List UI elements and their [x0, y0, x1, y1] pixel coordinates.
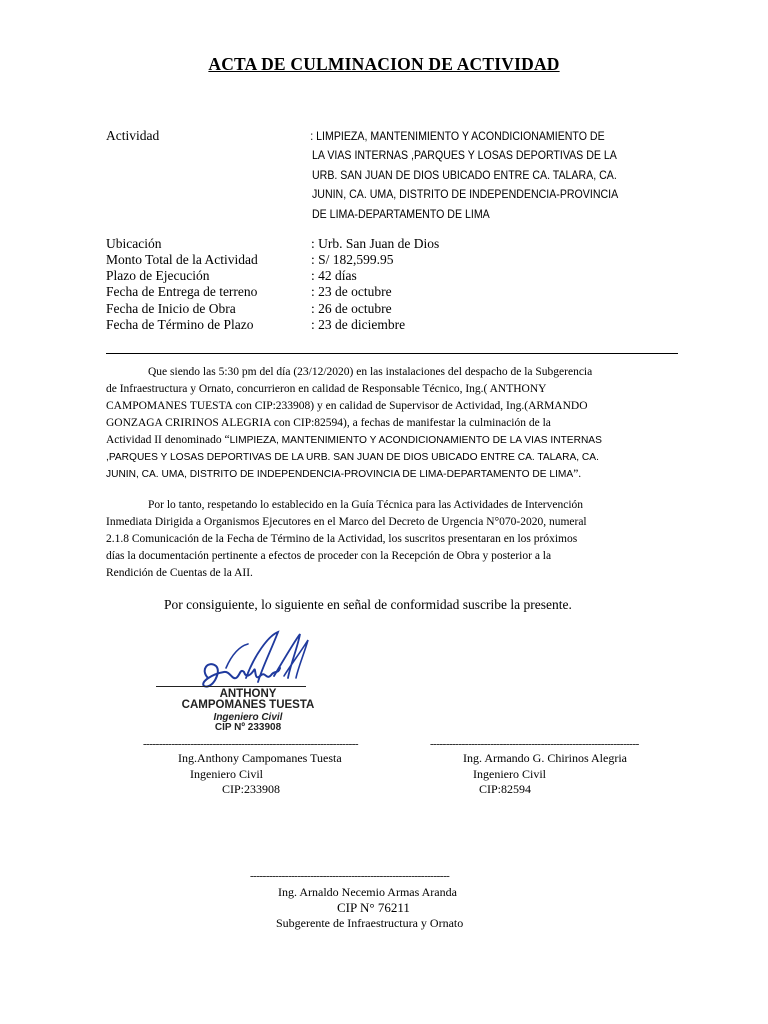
signatory-right-cip: CIP:82594 [479, 782, 532, 796]
stamp-cip: CIP Nº 233908 [214, 722, 282, 733]
start-date-label: Fecha de Inicio de Obra [106, 301, 236, 316]
divider-line [106, 353, 678, 354]
paragraph-line: Por lo tanto, respetando lo establecido en la Guía Técnica para las Actividades de Intervención [148, 499, 584, 511]
stamp-name-line1: ANTHONY [219, 688, 277, 700]
signatory-right-name: Ing. Armando G. Chirinos Alegria [463, 751, 627, 765]
paragraph-line: de Infraestructura y Ornato, concurrieron en calidad de Responsable Técnico, Ing.( ANTHONY [106, 383, 547, 395]
signatory-right-role: Ingeniero Civil [473, 767, 546, 781]
term-value: : 42 días [311, 268, 357, 283]
signature-line-left: -------------------------------------------------------------------- [143, 738, 359, 750]
activity-label: Actividad [106, 128, 160, 143]
paragraph-line: ,PARQUES Y LOSAS DEPORTIVAS DE LA URB. SAN JUAN DE DIOS UBICADO ENTRE CA. TALARA, CA. [106, 452, 599, 463]
paragraph-text: ”. [573, 468, 582, 480]
paragraph-text: Actividad II denominado “ [106, 434, 230, 446]
paragraph-line: 2.1.8 Comunicación de la Fecha de Término de la Actividad, los suscritos presentaran en los próximos [106, 533, 578, 545]
delivery-date-value: : 23 de octubre [311, 284, 392, 299]
stamp-name-line2: CAMPOMANES TUESTA [181, 699, 315, 711]
term-label: Plazo de Ejecución [106, 268, 210, 283]
signature-line-right: ------------------------------------------------------------------ [430, 738, 639, 750]
closing-statement: Por consiguiente, lo siguiente en señal de conformidad suscribe la presente. [164, 597, 572, 612]
amount-label: Monto Total de la Actividad [106, 252, 258, 267]
end-date-value: : 23 de diciembre [311, 317, 406, 332]
activity-line: DE LIMA-DEPARTAMENTO DE LIMA [312, 206, 490, 221]
start-date-value: : 26 de octubre [311, 301, 392, 316]
paragraph-line: CAMPOMANES TUESTA con CIP:233908) y en calidad de Supervisor de Actividad, Ing.(ARMANDO [106, 400, 588, 412]
activity-line: LA VIAS INTERNAS ,PARQUES Y LOSAS DEPORTIVAS DE LA [312, 148, 617, 163]
signatory-left-cip: CIP:233908 [222, 782, 281, 796]
location-label: Ubicación [106, 236, 162, 251]
signatory-center-role: Subgerente de Infraestructura y Ornato [276, 916, 464, 930]
signatory-left-role: Ingeniero Civil [190, 767, 263, 781]
paragraph-line [106, 466, 676, 483]
document-title: ACTA DE CULMINACION DE ACTIVIDAD [208, 54, 560, 74]
signatory-center-cip: CIP N° 76211 [337, 900, 410, 915]
signature-line-center: --------------------------------------------------------------- [250, 870, 450, 882]
paragraph-line: Inmediata Dirigida a Organismos Ejecutores en el Marco del Decreto de Urgencia N°070-2020, numeral [106, 516, 587, 528]
location-value: : Urb. San Juan de Dios [311, 236, 440, 251]
signatory-center-name: Ing. Arnaldo Necemio Armas Aranda [278, 885, 457, 899]
paragraph-line: Que siendo las 5:30 pm del día (23/12/2020) en las instalaciones del despacho de la Subgerencia [148, 366, 593, 378]
amount-value: : S/ 182,599.95 [311, 252, 394, 267]
paragraph-line: GONZAGA CRIRINOS ALEGRIA con CIP:82594), a fechas de manifestar la culminación de la [106, 417, 551, 429]
stamp-title: Ingeniero Civil [213, 712, 283, 723]
activity-line: : LIMPIEZA, MANTENIMIENTO Y ACONDICIONAMIENTO DE [310, 129, 605, 143]
paragraph-line: días la documentación pertinente a efectos de proceder con la Recepción de Obra y posterior a la [106, 550, 552, 562]
activity-line: URB. SAN JUAN DE DIOS UBICADO ENTRE CA. TALARA, CA. [312, 167, 617, 182]
paragraph-line [106, 432, 676, 449]
stamp-underline [156, 686, 306, 687]
signatory-left-name: Ing.Anthony Campomanes Tuesta [178, 751, 342, 765]
activity-name-text: JUNIN, CA. UMA, DISTRITO DE INDEPENDENCIA-PROVINCIA DE LIMA-DEPARTAMENTO DE LIMA [106, 469, 574, 480]
activity-name-text: LIMPIEZA, MANTENIMIENTO Y ACONDICIONAMIENTO DE LA VIAS INTERNAS [229, 435, 602, 446]
paragraph-reference [106, 497, 676, 582]
delivery-date-label: Fecha de Entrega de terreno [106, 284, 258, 299]
end-date-label: Fecha de Término de Plazo [106, 317, 254, 332]
activity-value [310, 127, 619, 224]
paragraph-statement [106, 364, 676, 483]
paragraph-line: Rendición de Cuentas de la AII. [106, 567, 253, 579]
activity-line: JUNIN, CA. UMA, DISTRITO DE INDEPENDENCIA-PROVINCIA [312, 187, 619, 202]
